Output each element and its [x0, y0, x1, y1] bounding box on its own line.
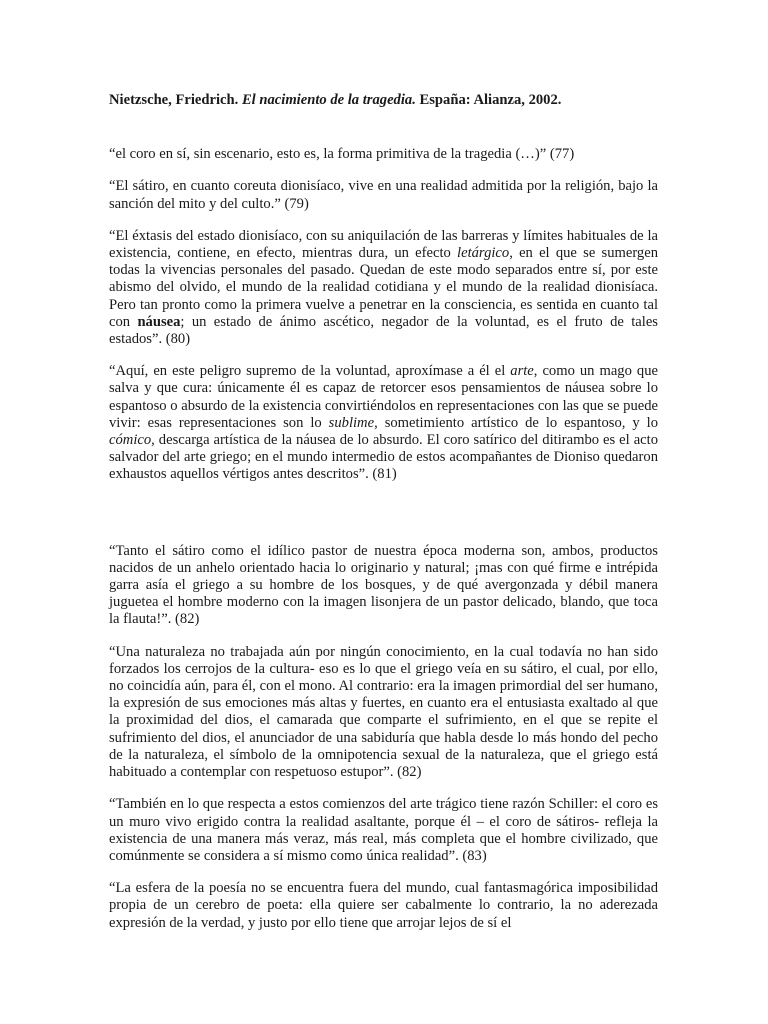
quote-text: , como un mago que salva y que cura: únicamente él es capaz de retorcer esos pensamientos de náusea sobre lo espantoso o absurdo de la existencia convirtiéndolos en representaciones con las que se puede vivir: esas representaciones son lo [109, 363, 658, 431]
book-title: El nacimiento de la tragedia. [241, 92, 416, 108]
quote-text: , sometimiento artístico de lo espantoso, y lo [374, 414, 658, 431]
quote-text: ; un estado de ánimo ascético, negador de la voluntad, es el fruto de tales estados”. (80) [109, 313, 658, 348]
quote-text: “Aquí, en este peligro supremo de la voluntad, aproxímase a él el [109, 363, 511, 380]
quote-text: “Una naturaleza no trabajada aún por ningún conocimiento, en la cual todavía no han sido forzados los cerrojos de la cultura- eso es lo que el griego veía en su sátiro, el cual, por ello, no coincidía aún, para él, con el mono. Al contrario: era la imagen primordial del ser humano, la expresión de sus emociones más altas y fuertes, en cuanto era el entusiasta exaltado al que la proximidad del dios, el camarada que comparte el sufrimiento, en el que se repite el sufrimiento del dios, el anunciador de una sabiduría que habla desde lo más hondo del pecho de la naturaleza, el símbolo de la omnipotencia sexual de la naturaleza, que el griego está habituado a contemplar con respetuoso estupor”. (82) [109, 643, 658, 781]
quote-text: “El éxtasis del estado dionisíaco, con su aniquilación de las barreras y límites habituales de la existencia, contiene, en efecto, mientras dura, un efecto [109, 227, 658, 262]
quote-4 [109, 363, 658, 483]
document-page [109, 92, 658, 947]
quote-8 [109, 880, 658, 932]
quote-5 [109, 543, 658, 629]
quote-text: “el coro en sí, sin escenario, esto es, la forma primitiva de la tragedia (…)” (77) [109, 146, 575, 163]
quote-text: , descarga artística de la náusea de lo absurdo. El coro satírico del ditirambo es el acto salvador del arte griego; en el mundo intermedio de estos acompañantes de Dioniso quedaron exhaustos aquellos vértigos antes descritos”. (81) [109, 432, 658, 483]
emphasis-comico: cómico [109, 432, 152, 449]
quote-text: “La esfera de la poesía no se encuentra fuera del mundo, cual fantasmagórica imposibilidad propia de un cerebro de poeta: ella quiere ser cabalmente lo contrario, la no aderezada expresión de la verdad, y justo por ello tiene que arrojar lejos de sí el [109, 880, 658, 931]
emphasis-nausea: náusea [137, 313, 181, 330]
quote-text: “También en lo que respecta a estos comienzos del arte trágico tiene razón Schiller: el coro es un muro vivo erigido contra la realidad asaltante, porque él – el coro de sátiros- refleja la existencia de una manera más veraz, más real, más completa que el hombre civilizado, que comúnmente se considera a sí mismo como única realidad”. (83) [109, 796, 658, 864]
quote-text: “El sátiro, en cuanto coreuta dionisíaco, vive en una realidad admitida por la religión, bajo la sanción del mito y del culto.” (79) [109, 178, 658, 212]
publication-info: España: Alianza, 2002. [419, 92, 562, 108]
emphasis-letargico: letárgico [457, 245, 510, 262]
quote-text: , en el que se sumergen todas la vivencias personales del pasado. Quedan de este modo separados entre sí, por este abismo del olvido, el mundo de la realidad cotidiana y el mundo de la realidad dionisíaca. Pero tan pronto como la primera vuelve a penetrar en la consciencia, es sentida en cuanto tal con [109, 245, 658, 330]
bibliographic-reference [109, 92, 658, 109]
quote-text: “Tanto el sátiro como el idílico pastor de nuestra época moderna son, ambos, productos nacidos de un anhelo orientado hacia lo originario y natural; ¡mas con qué firme e intrépida garra asía el griego a su hombre de los bosques, y de qué avergonzada y débil manera juguetea el hombre moderno con la imagen lisonjera de un pastor delicado, blando, que toca la flauta!”. (82) [109, 542, 658, 628]
quote-1 [109, 146, 658, 163]
quote-6 [109, 644, 658, 782]
quote-2 [109, 178, 658, 212]
author-name: Nietzsche, Friedrich. [109, 92, 239, 108]
quote-7 [109, 796, 658, 865]
emphasis-arte: arte [510, 363, 534, 380]
quote-3 [109, 228, 658, 348]
emphasis-sublime: sublime [328, 414, 375, 431]
